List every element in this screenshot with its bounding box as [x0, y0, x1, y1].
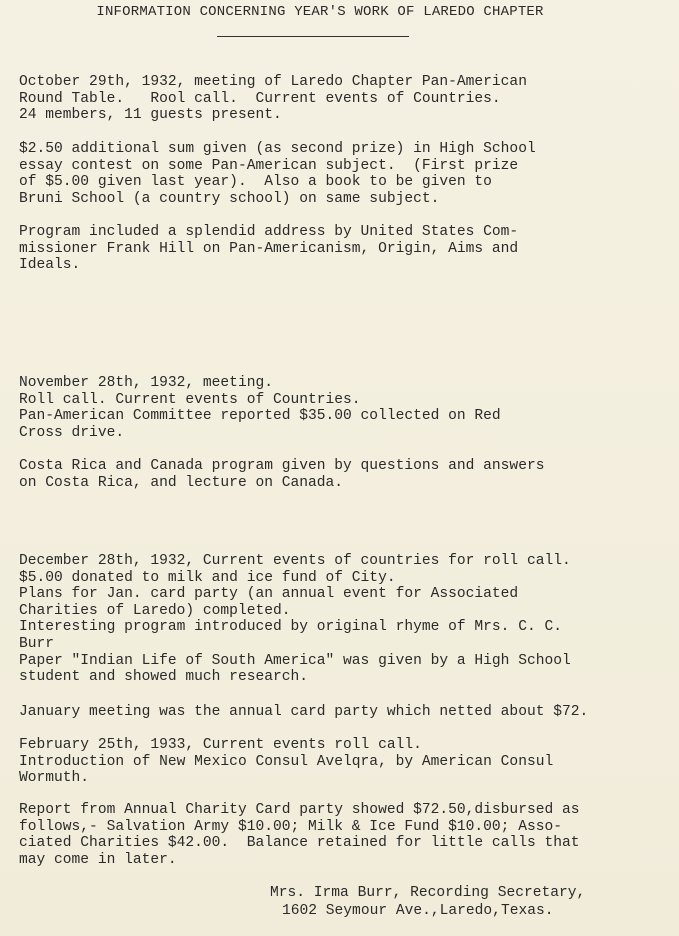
title-underline	[217, 36, 409, 37]
paragraph-february-meeting: February 25th, 1933, Current events roll call. Introduction of New Mexico Consul Avelqra, by American Consul Wormuth.	[19, 737, 554, 787]
paragraph-october-meeting: October 29th, 1932, meeting of Laredo Chapter Pan-American Round Table. Rool call. Current events of Countries. 24 members, 11 guests present.	[19, 74, 527, 124]
paragraph-charity-report: Report from Annual Charity Card party showed $72.50,disbursed as follows,- Salvation Army $10.00; Milk & Ice Fund $10.00; Asso- ciated Charities $42.00. Balance retained for little calls that may come in later.	[19, 802, 580, 868]
paragraph-november-program: Costa Rica and Canada program given by questions and answers on Costa Rica, and lecture on Canada.	[19, 458, 545, 491]
signature-address: 1602 Seymour Ave.,Laredo,Texas.	[282, 903, 554, 919]
document-title: INFORMATION CONCERNING YEAR'S WORK OF LAREDO CHAPTER	[96, 4, 544, 20]
paragraph-january-meeting: January meeting was the annual card party which netted about $72.	[19, 704, 589, 720]
paragraph-essay-prize: $2.50 additional sum given (as second prize) in High School essay contest on some Pan-American subject. (First prize of $5.00 given last year). Also a book to be given to Bruni School (a country school) on same subject.	[19, 141, 536, 207]
signature-name-title: Mrs. Irma Burr, Recording Secretary,	[270, 885, 586, 901]
paragraph-december-meeting: December 28th, 1932, Current events of countries for roll call. $5.00 donated to milk and ice fund of City. Plans for Jan. card party (an annual event for Associated Charities of Laredo) completed. Interesting program introduced by original rhyme of Mrs. C. C. Burr Paper "Indian Life of South America" was given by a High School student and showed much research.	[19, 553, 571, 686]
paragraph-october-program: Program included a splendid address by United States Com- missioner Frank Hill on Pan-Americanism, Origin, Aims and Ideals.	[19, 224, 519, 274]
paragraph-november-meeting: November 28th, 1932, meeting. Roll call. Current events of Countries. Pan-American Committee reported $35.00 collected on Red Cross drive.	[19, 375, 501, 441]
